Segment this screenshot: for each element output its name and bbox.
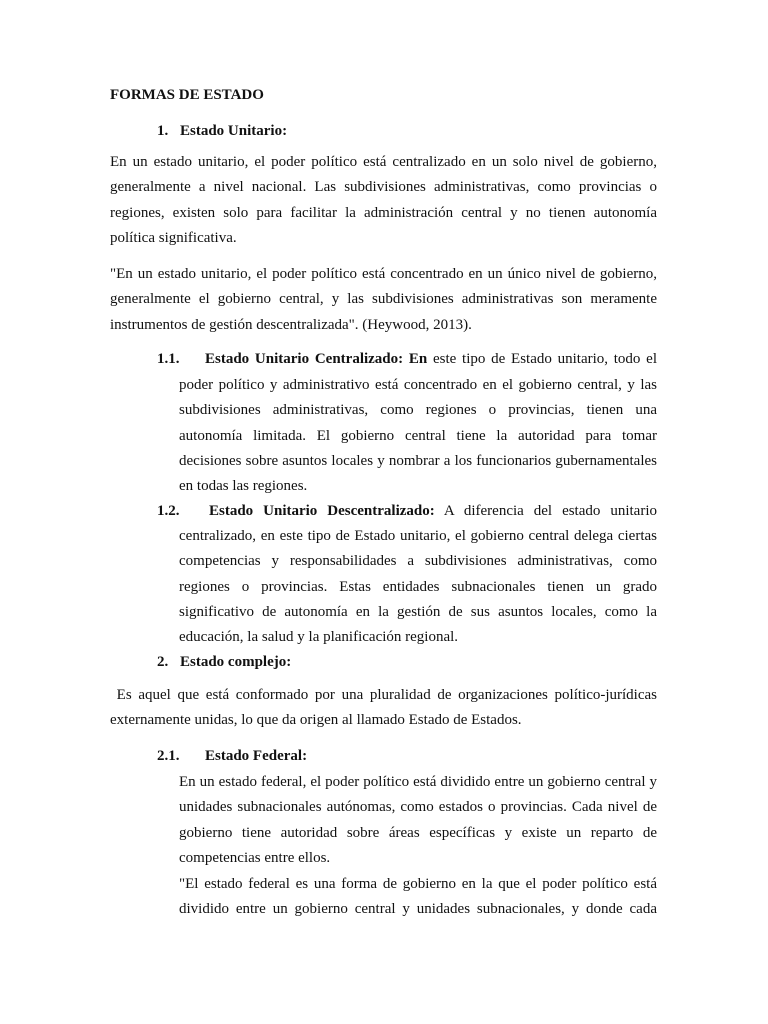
section-1-paragraph-1: En un estado unitario, el poder político está centralizado en un solo nivel de gobierno, generalmente a nivel nacional. Las subdivisiones administrativas, como provincias o regiones, existen solo para facilitar la administración central y no tienen autonomía política significativa. (110, 154, 657, 246)
subsection-2-1-body-2: "El estado federal es una forma de gobierno en la que el poder político está dividido entre un gobierno central y unidades subnacionales, y donde cada (179, 876, 657, 918)
section-2-number: 2. (157, 654, 169, 670)
section-1-paragraph-2: "En un estado unitario, el poder político está concentrado en un único nivel de gobierno, generalmente el gobierno central, y las subdivisiones administrativas son meramente instrumentos de gestión descentralizada". (Heywood, 2013). (110, 266, 657, 333)
subsection-1-1-body: poder político y administrativo está concentrado en el gobierno central, y las subdivisiones administrativas, como regiones o provincias, tienen una autonomía limitada. El gobierno central tiene la autoridad para tomar decisiones sobre asuntos locales y nombrar a los funcionarios gubernamentales en todas las regiones. (179, 377, 657, 495)
section-2-title: Estado complejo: (180, 654, 292, 670)
section-1-heading (157, 121, 287, 141)
section-1-title: Estado Unitario: (180, 123, 288, 139)
subsection-1-2-label: Estado Unitario Descentralizado: (209, 503, 435, 519)
subsection-1-2-number: 1.2. (157, 503, 180, 519)
subsection-1-1-number: 1.1. (157, 351, 180, 367)
subsection-2-1-number: 2.1. (157, 748, 180, 764)
subsection-1-2-first-line-text: A diferencia del estado unitario (434, 503, 658, 519)
subsection-1-1-label: Estado Unitario Centralizado: En (205, 351, 428, 367)
section-1-number: 1. (157, 123, 169, 139)
subsection-1-2-first-line (209, 499, 657, 524)
section-2-paragraph-1: Es aquel que está conformado por una pluralidad de organizaciones político-jurídicas externamente unidas, lo que da origen al llamado Estado de Estados. (110, 687, 661, 729)
section-2-heading (157, 652, 291, 672)
subsection-1-2-body: centralizado, en este tipo de Estado unitario, el gobierno central delega ciertas competencias y responsabilidades a subdivisiones administrativas, como regiones o provincias. Estas entidades subnacionales tienen un grado significativo de autonomía en la gestión de sus asuntos locales, como la educación, la salud y la planificación regional. (179, 528, 657, 646)
subsection-1-1-first-line-text: este tipo de Estado unitario, todo el (427, 351, 657, 367)
document-title: FORMAS DE ESTADO (110, 87, 264, 103)
subsection-2-1-body-1: En un estado federal, el poder político está dividido entre un gobierno central y unidades subnacionales autónomas, como estados o provincias. Cada nivel de gobierno tiene autoridad sobre áreas específicas y existe un reparto de competencias entre ellos. (179, 774, 657, 866)
subsection-1-1-first-line (205, 347, 657, 372)
subsection-2-1-label: Estado Federal: (205, 748, 308, 764)
